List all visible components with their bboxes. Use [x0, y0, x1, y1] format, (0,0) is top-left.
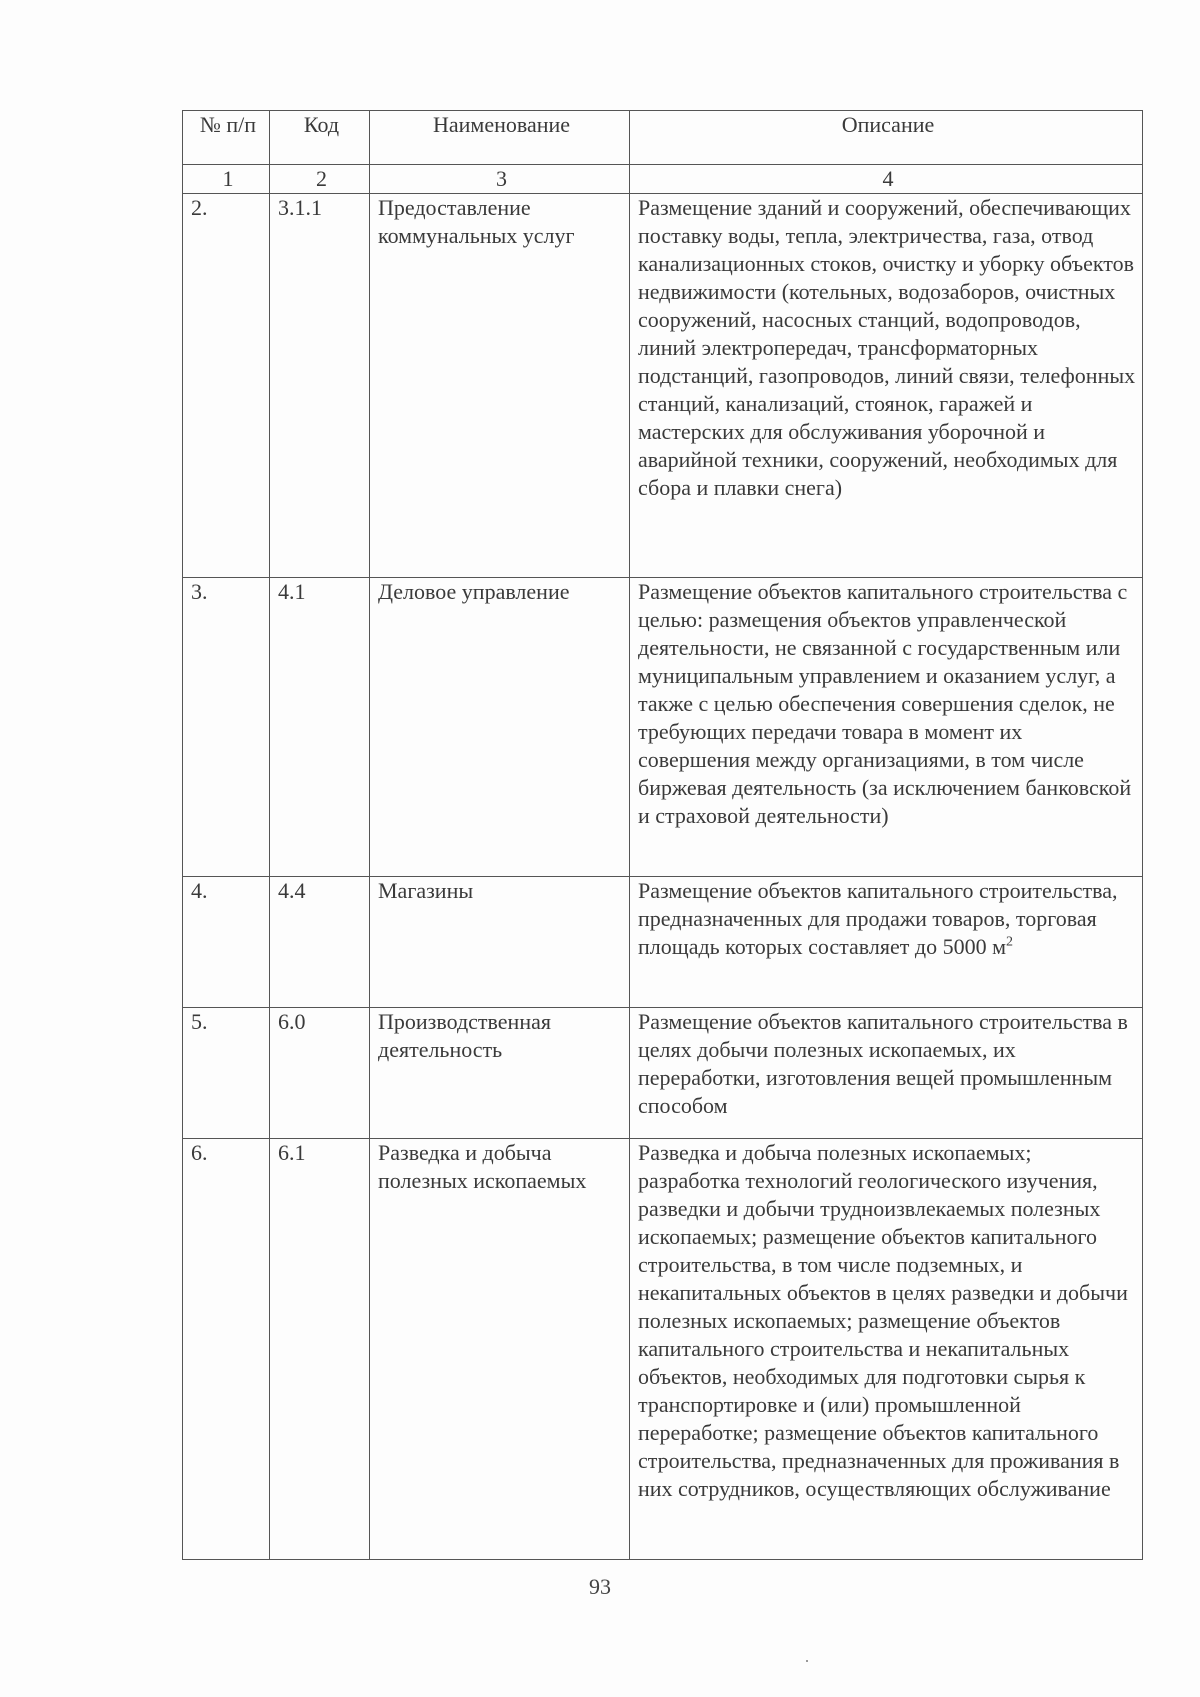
table-row	[183, 578, 1143, 877]
row-number: 4.	[183, 877, 270, 1008]
row-number: 2.	[183, 194, 270, 578]
column-number-1: 1	[183, 165, 270, 194]
row-code: 6.1	[270, 1139, 370, 1560]
header-code: Код	[270, 111, 370, 165]
row-code: 4.1	[270, 578, 370, 877]
row-code: 4.4	[270, 877, 370, 1008]
row-description: Размещение объектов капитального строительства в целях добычи полезных ископаемых, их переработки, изготовления вещей промышленным способом	[630, 1008, 1143, 1139]
row-name: Разведка и добыча полезных ископаемых	[370, 1139, 630, 1560]
row-description	[630, 877, 1143, 1008]
row-description: Размещение зданий и сооружений, обеспечивающих поставку воды, тепла, электричества, газа, отвод канализационных стоков, очистку и уборку объектов недвижимости (котельных, водозаборов, очистных сооружений, насосных станций, водопроводов, линий электропередач, трансформаторных подстанций, газопроводов, линий связи, телефонных станций, канализаций, стоянок, гаражей и мастерских для обслуживания уборочной и аварийной техники, сооружений, необходимых для сбора и плавки снега)	[630, 194, 1143, 578]
header-number: № п/п	[183, 111, 270, 165]
column-number-3: 3	[370, 165, 630, 194]
row-name: Производственная деятельность	[370, 1008, 630, 1139]
scan-speck	[806, 1660, 808, 1662]
land-use-table	[182, 110, 1143, 1560]
header-name: Наименование	[370, 111, 630, 165]
page-number: 93	[589, 1574, 611, 1599]
table-row	[183, 194, 1143, 578]
column-number-4: 4	[630, 165, 1143, 194]
row-description-text: Размещение объектов капитального строительства, предназначенных для продажи товаров, торговая площадь которых составляет до 5000 м	[638, 878, 1118, 959]
row-description: Разведка и добыча полезных ископаемых; разработка технологий геологического изучения, разведки и добычи трудноизвлекаемых полезных ископаемых; размещение объектов капитального строительства, в том числе подземных, и некапитальных объектов в целях разведки и добычи полезных ископаемых; размещение объектов капитального строительства и некапитальных объектов, необходимых для подготовки сырья к транспортировке и (или) промышленной переработке; размещение объектов капитального строительства, предназначенных для проживания в них сотрудников, осуществляющих обслуживание	[630, 1139, 1143, 1560]
row-code: 3.1.1	[270, 194, 370, 578]
column-number-row	[183, 165, 1143, 194]
row-name: Магазины	[370, 877, 630, 1008]
table-row	[183, 1008, 1143, 1139]
row-number: 3.	[183, 578, 270, 877]
row-number: 5.	[183, 1008, 270, 1139]
column-number-2: 2	[270, 165, 370, 194]
row-code: 6.0	[270, 1008, 370, 1139]
table-row	[183, 1139, 1143, 1560]
row-name: Предоставление коммунальных услуг	[370, 194, 630, 578]
table-header-row	[183, 111, 1143, 165]
row-name: Деловое управление	[370, 578, 630, 877]
header-description: Описание	[630, 111, 1143, 165]
area-unit-superscript: 2	[1005, 934, 1013, 950]
table-row	[183, 877, 1143, 1008]
row-number: 6.	[183, 1139, 270, 1560]
row-description: Размещение объектов капитального строительства с целью: размещения объектов управленческой деятельности, не связанной с государственным или муниципальным управлением и оказанием услуг, а также с целью обеспечения совершения сделок, не требующих передачи товара в момент их совершения между организациями, в том числе биржевая деятельность (за исключением банковской и страховой деятельности)	[630, 578, 1143, 877]
